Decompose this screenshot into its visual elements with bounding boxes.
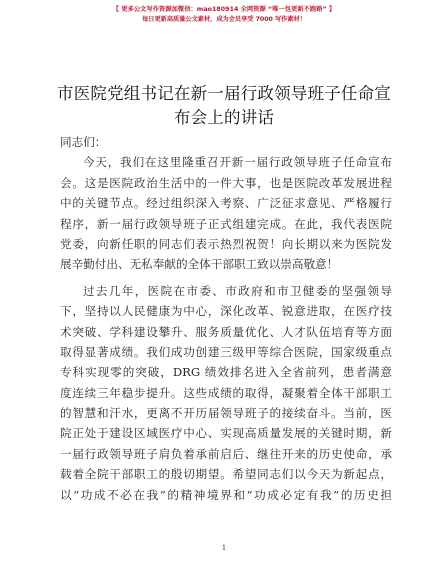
paragraph-line: 展辛勤付出、无私奉献的全体干部职工致以崇高敬意！	[60, 257, 339, 272]
promo-banner	[0, 4, 448, 25]
paragraph-line: 专科实现零的突破，DRG 绩效排名进入全省前列，患者满意	[60, 365, 392, 380]
paragraph-line: 下，坚持以人民健康为中心，深化改革、锐意进取，在医疗技	[60, 304, 392, 319]
paragraph-line: 院正处于建设区域医疗中心、实现高质量发展的关键时期，新	[60, 426, 392, 441]
salutation: 同志们：	[60, 135, 107, 149]
promo-banner-line-1: 【 更多公文写作资源加微信：mao180914 全网资源 “唯一包更新不跑路” 】	[112, 6, 336, 13]
page-number: 1	[221, 543, 227, 552]
paragraph-line: 度连续三年稳步提升。这些成绩的取得，凝聚着全体干部职工	[60, 385, 392, 400]
paragraph-1	[60, 152, 392, 274]
paragraph-line: 今天，我们在这里隆重召开新一届行政领导班子任命宣布	[83, 155, 392, 170]
paragraph-line: 程序，新一届行政领导班子正式组建完成。在此，我代表医院	[60, 216, 392, 231]
paragraph-line: 取得显著成绩。我们成功创建三级甲等综合医院，国家级重点	[60, 344, 392, 359]
document-title	[0, 82, 448, 130]
promo-banner-line-2: 每日更新高质量公文素材，成为会员享受 7000 写作素材！	[142, 16, 306, 23]
document-title-line-2: 布会上的讲话	[173, 108, 275, 127]
paragraph-line: 过去几年，医院在市委、市政府和市卫健委的坚强领导	[83, 283, 392, 298]
paragraph-line: 以“功成不必在我”的精神境界和“功成必定有我”的历史担	[60, 487, 392, 502]
paragraph-2	[60, 281, 392, 505]
paragraph-line: 一届行政领导班子肩负着承前启后、继往开来的历史使命，承	[60, 446, 392, 461]
document-title-line-1: 市医院党组书记在新一届行政领导班子任命宣	[57, 84, 391, 103]
paragraph-line: 载着全院干部职工的殷切期望。希望同志们以今天为新起点，	[60, 467, 392, 482]
document-body	[60, 132, 392, 505]
paragraph-line: 术突破、学科建设攀升、服务质量优化、人才队伍培育等方面	[60, 324, 392, 339]
paragraph-line: 党委，向新任职的同志们表示热烈祝贺！向长期以来为医院发	[60, 236, 392, 251]
paragraph-line: 会。这是医院政治生活中的一件大事，也是医院改革发展进程	[60, 175, 392, 190]
paragraph-line: 的智慧和汗水，更离不开历届领导班子的接续奋斗。当前，医	[60, 406, 392, 421]
paragraph-line: 中的关键节点。经过组织深入考察、广泛征求意见、严格履行	[60, 196, 392, 211]
